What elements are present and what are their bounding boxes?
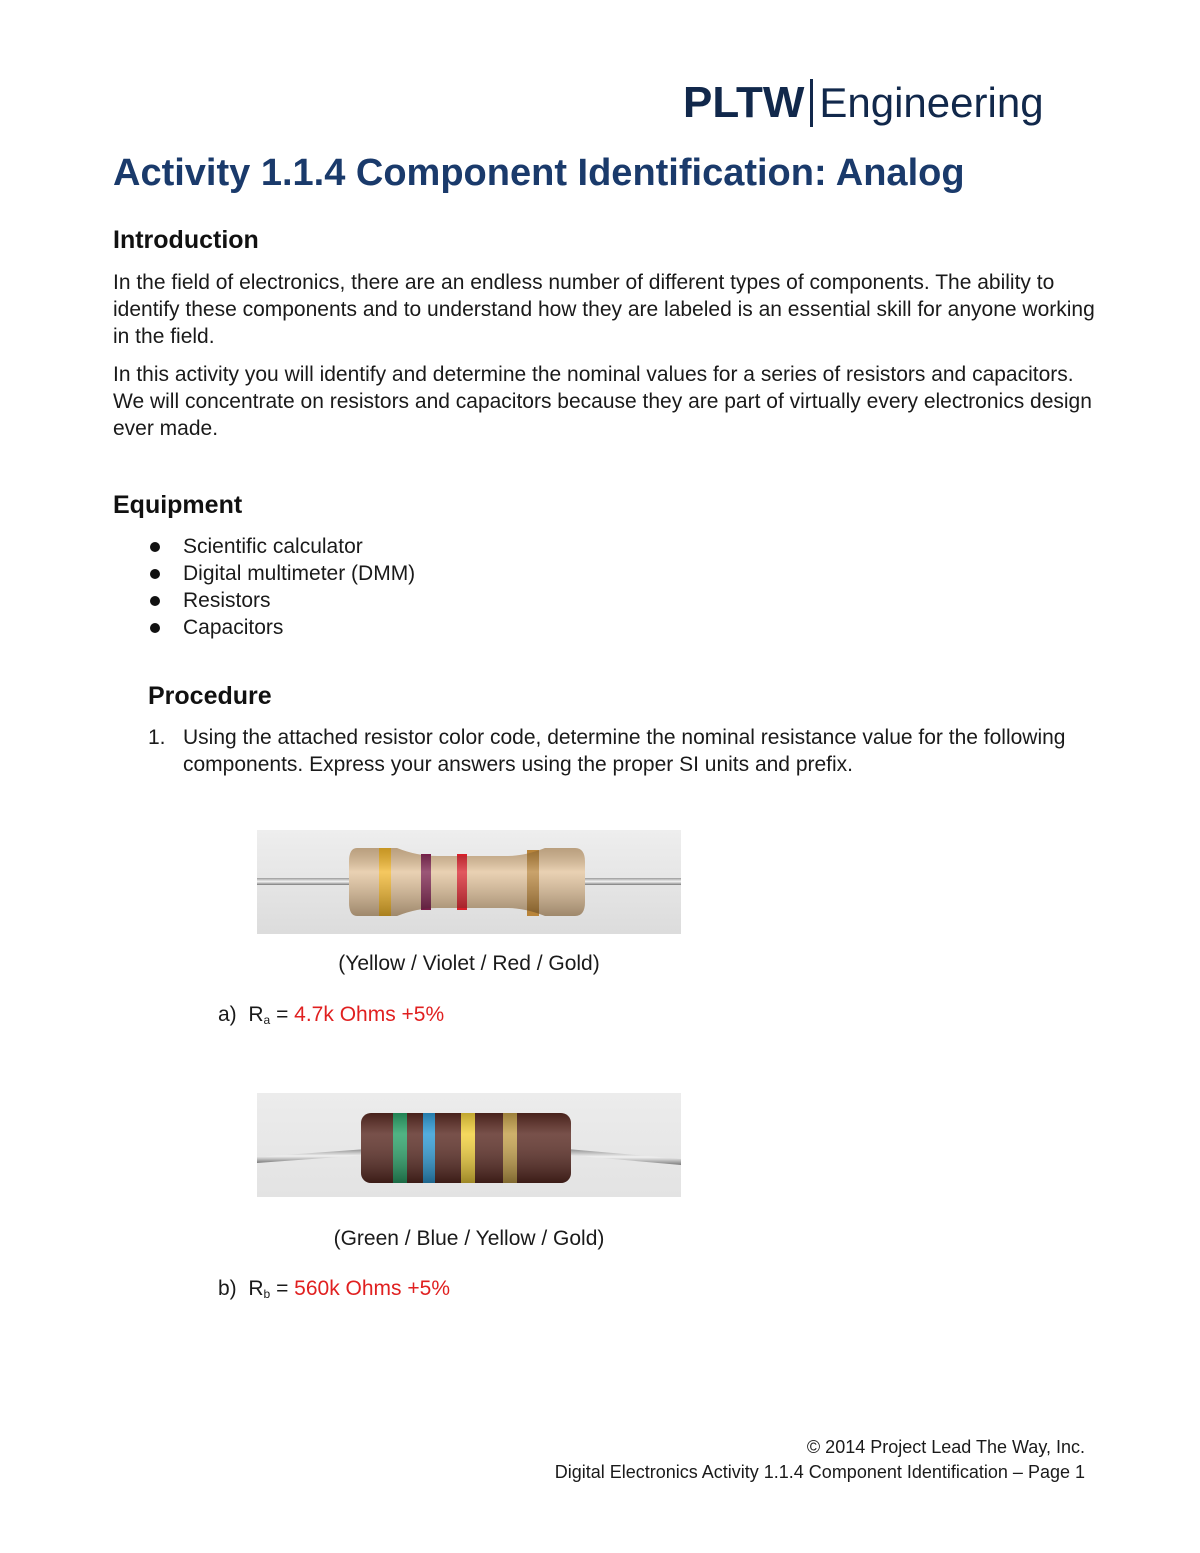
footer-page-info: Digital Electronics Activity 1.1.4 Component Identification – Page 1 — [554, 1462, 1085, 1482]
page-title: Activity 1.1.4 Component Identification: Analog — [113, 152, 965, 194]
bullet-icon — [150, 569, 160, 579]
bullet-icon — [150, 542, 160, 552]
resistor-b-photo — [257, 1093, 681, 1197]
step-text: Using the attached resistor color code, determine the nominal resistance value for the following components. Express your answers using the proper SI units and prefix. — [183, 726, 1066, 776]
answer-letter: b) — [218, 1277, 237, 1300]
footer-copyright: © 2014 Project Lead The Way, Inc. — [806, 1437, 1085, 1457]
procedure-heading: Procedure — [148, 682, 272, 710]
logo-divider — [810, 79, 813, 127]
list-item: Scientific calculator — [113, 533, 415, 560]
equipment-heading: Equipment — [113, 491, 243, 519]
step-number: 1. — [148, 726, 166, 749]
resistor-a-photo — [257, 830, 681, 934]
bullet-icon — [150, 623, 160, 633]
equipment-list — [113, 533, 415, 641]
introduction-heading: Introduction — [113, 226, 259, 254]
answer-a: a) $R_a = 4.7k$ Ohms +5% — [218, 1003, 445, 1027]
procedure-step-1 — [148, 724, 1098, 778]
logo-brand-text: PLTW — [683, 78, 805, 127]
answer-letter: a) — [218, 1003, 237, 1026]
answer-value: 560k Ohms +5% — [294, 1277, 451, 1300]
introduction-paragraph-2: In this activity you will identify and determine the nominal values for a series of resistors and capacitors. We will concentrate on resistors and capacitors because they are part of virtually every electronics design ever made. — [113, 363, 1092, 440]
pltw-engineering-logo — [683, 78, 1044, 128]
resistor-b-caption: (Green / Blue / Yellow / Gold) — [333, 1227, 605, 1250]
answer-b: b) $R_b = 560k$ Ohms +5% — [218, 1277, 451, 1301]
list-item: Digital multimeter (DMM) — [113, 560, 415, 587]
logo-subbrand-text: Engineering — [819, 79, 1044, 126]
answer-value: 4.7k Ohms +5% — [294, 1003, 445, 1026]
bullet-icon — [150, 596, 160, 606]
resistor-a-image — [257, 830, 681, 934]
list-item: Capacitors — [113, 614, 415, 641]
introduction-paragraph-1: In the field of electronics, there are an endless number of different types of components. The ability to identify these components and to understand how they are labeled is an essential skill for anyone working in the field. — [113, 271, 1095, 348]
resistor-b-image — [257, 1093, 681, 1197]
list-item: Resistors — [113, 587, 415, 614]
resistor-a-caption: (Yellow / Violet / Red / Gold) — [338, 952, 600, 975]
